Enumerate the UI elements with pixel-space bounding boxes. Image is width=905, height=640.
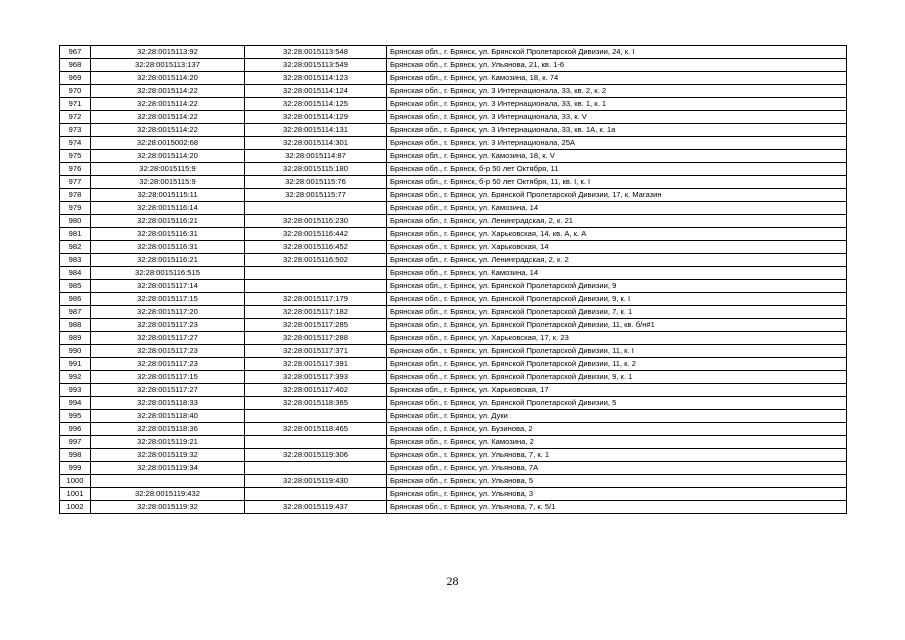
row-number-cell: 1001 bbox=[60, 488, 91, 501]
address-cell: Брянская обл., г. Брянск, ул. Дуки bbox=[387, 410, 847, 423]
cadastral-quarter-cell: 32:28:0015117:23 bbox=[91, 319, 245, 332]
address-cell: Брянская обл., г. Брянск, б-р 50 лет Октября, 11, кв. I, к. I bbox=[387, 176, 847, 189]
cadastral-object-cell: 32:28:0015116:442 bbox=[245, 228, 387, 241]
table-row bbox=[60, 163, 847, 176]
cadastral-quarter-cell: 32:28:0015118:40 bbox=[91, 410, 245, 423]
cadastral-quarter-cell: 32:28:0015114:20 bbox=[91, 72, 245, 85]
row-number-cell: 994 bbox=[60, 397, 91, 410]
address-cell: Брянская обл., г. Брянск, ул. Камозина, 18, к. V bbox=[387, 150, 847, 163]
table-row bbox=[60, 189, 847, 202]
cadastral-quarter-cell: 32:28:0015114:22 bbox=[91, 111, 245, 124]
cadastral-quarter-cell: 32:28:0015117:27 bbox=[91, 384, 245, 397]
row-number-cell: 992 bbox=[60, 371, 91, 384]
cadastral-object-cell bbox=[245, 280, 387, 293]
table-row bbox=[60, 46, 847, 59]
table-row bbox=[60, 267, 847, 280]
row-number-cell: 986 bbox=[60, 293, 91, 306]
address-cell: Брянская обл., г. Брянск, ул. Брянской Пролетарской Дивизии, 9 bbox=[387, 280, 847, 293]
cadastral-object-cell: 32:28:0015114:87 bbox=[245, 150, 387, 163]
table-row bbox=[60, 449, 847, 462]
cadastral-quarter-cell: 32:28:0015114:22 bbox=[91, 124, 245, 137]
table-row bbox=[60, 501, 847, 514]
row-number-cell: 980 bbox=[60, 215, 91, 228]
row-number-cell: 978 bbox=[60, 189, 91, 202]
cadastral-object-cell: 32:28:0015117:371 bbox=[245, 345, 387, 358]
cadastral-object-cell bbox=[245, 436, 387, 449]
address-cell: Брянская обл., г. Брянск, ул. 3 Интернационала, 33, кв. 1А, к. 1а bbox=[387, 124, 847, 137]
address-cell: Брянская обл., г. Брянск, ул. Ульянова, 21, кв. 1-6 bbox=[387, 59, 847, 72]
table-row bbox=[60, 384, 847, 397]
cadastral-object-cell: 32:28:0015113:549 bbox=[245, 59, 387, 72]
cadastral-quarter-cell: 32:28:0015115:9 bbox=[91, 163, 245, 176]
row-number-cell: 991 bbox=[60, 358, 91, 371]
cadastral-object-cell: 32:28:0015117:391 bbox=[245, 358, 387, 371]
cadastral-quarter-cell: 32:28:0015002:68 bbox=[91, 137, 245, 150]
registry-table-body bbox=[60, 46, 847, 514]
cadastral-quarter-cell: 32:28:0015118:36 bbox=[91, 423, 245, 436]
row-number-cell: 971 bbox=[60, 98, 91, 111]
row-number-cell: 979 bbox=[60, 202, 91, 215]
address-cell: Брянская обл., г. Брянск, ул. 3 Интернационала, 33, к. V bbox=[387, 111, 847, 124]
address-cell: Брянская обл., г. Брянск, ул. Ульянова, 3 bbox=[387, 488, 847, 501]
cadastral-object-cell: 32:28:0015117:179 bbox=[245, 293, 387, 306]
page-number: 28 bbox=[446, 574, 459, 588]
cadastral-object-cell bbox=[245, 267, 387, 280]
cadastral-quarter-cell: 32:28:0015117:15 bbox=[91, 371, 245, 384]
cadastral-object-cell: 32:28:0015118:465 bbox=[245, 423, 387, 436]
table-row bbox=[60, 423, 847, 436]
cadastral-object-cell bbox=[245, 488, 387, 501]
address-cell: Брянская обл., г. Брянск, ул. Камозина, 2 bbox=[387, 436, 847, 449]
row-number-cell: 974 bbox=[60, 137, 91, 150]
address-cell: Брянская обл., г. Брянск, ул. Ульянова, 7, к. 1 bbox=[387, 449, 847, 462]
table-row bbox=[60, 358, 847, 371]
row-number-cell: 1002 bbox=[60, 501, 91, 514]
cadastral-quarter-cell: 32:28:0015116:14 bbox=[91, 202, 245, 215]
row-number-cell: 982 bbox=[60, 241, 91, 254]
address-cell: Брянская обл., г. Брянск, ул. 3 Интернационала, 25А bbox=[387, 137, 847, 150]
table-row bbox=[60, 241, 847, 254]
cadastral-object-cell: 32:28:0015114:124 bbox=[245, 85, 387, 98]
cadastral-object-cell: 32:28:0015117:288 bbox=[245, 332, 387, 345]
table-row bbox=[60, 332, 847, 345]
cadastral-object-cell: 32:28:0015114:131 bbox=[245, 124, 387, 137]
row-number-cell: 976 bbox=[60, 163, 91, 176]
table-row bbox=[60, 124, 847, 137]
row-number-cell: 988 bbox=[60, 319, 91, 332]
row-number-cell: 995 bbox=[60, 410, 91, 423]
cadastral-object-cell: 32:28:0015115:77 bbox=[245, 189, 387, 202]
cadastral-quarter-cell: 32:28:0015117:15 bbox=[91, 293, 245, 306]
cadastral-object-cell bbox=[245, 202, 387, 215]
table-row bbox=[60, 319, 847, 332]
cadastral-quarter-cell: 32:28:0015119:21 bbox=[91, 436, 245, 449]
row-number-cell: 989 bbox=[60, 332, 91, 345]
address-cell: Брянская обл., г. Брянск, ул. Брянской Пролетарской Дивизии, 9, к. 1 bbox=[387, 371, 847, 384]
cadastral-object-cell: 32:28:0015117:285 bbox=[245, 319, 387, 332]
address-cell: Брянская обл., г. Брянск, ул. Брянской Пролетарской Дивизии, 11, к. I bbox=[387, 345, 847, 358]
row-number-cell: 977 bbox=[60, 176, 91, 189]
cadastral-quarter-cell: 32:28:0015117:23 bbox=[91, 358, 245, 371]
cadastral-object-cell: 32:28:0015117:402 bbox=[245, 384, 387, 397]
row-number-cell: 993 bbox=[60, 384, 91, 397]
address-cell: Брянская обл., г. Брянск, ул. Ульянова, 7, к. 5/1 bbox=[387, 501, 847, 514]
row-number-cell: 968 bbox=[60, 59, 91, 72]
registry-table bbox=[59, 45, 847, 514]
cadastral-quarter-cell: 32:28:0015117:27 bbox=[91, 332, 245, 345]
table-row bbox=[60, 410, 847, 423]
row-number-cell: 969 bbox=[60, 72, 91, 85]
cadastral-object-cell: 32:28:0015116:502 bbox=[245, 254, 387, 267]
address-cell: Брянская обл., г. Брянск, ул. Камозина, 14 bbox=[387, 202, 847, 215]
table-row bbox=[60, 150, 847, 163]
cadastral-object-cell: 32:28:0015116:230 bbox=[245, 215, 387, 228]
row-number-cell: 996 bbox=[60, 423, 91, 436]
address-cell: Брянская обл., г. Брянск, ул. Ульянова, 5 bbox=[387, 475, 847, 488]
address-cell: Брянская обл., г. Брянск, ул. Брянской Пролетарской Дивизии, 5 bbox=[387, 397, 847, 410]
row-number-cell: 990 bbox=[60, 345, 91, 358]
cadastral-object-cell: 32:28:0015119:430 bbox=[245, 475, 387, 488]
address-cell: Брянская обл., г. Брянск, ул. Харьковская, 14, кв. А, к. А bbox=[387, 228, 847, 241]
table-row bbox=[60, 202, 847, 215]
table-row bbox=[60, 345, 847, 358]
row-number-cell: 999 bbox=[60, 462, 91, 475]
address-cell: Брянская обл., г. Брянск, ул. Брянской Пролетарской Дивизии, 24, к. I bbox=[387, 46, 847, 59]
row-number-cell: 985 bbox=[60, 280, 91, 293]
table-row bbox=[60, 306, 847, 319]
table-row bbox=[60, 85, 847, 98]
address-cell: Брянская обл., г. Брянск, ул. Харьковская, 17 bbox=[387, 384, 847, 397]
row-number-cell: 970 bbox=[60, 85, 91, 98]
address-cell: Брянская обл., г. Брянск, ул. Ленинградская, 2, к. 2 bbox=[387, 254, 847, 267]
address-cell: Брянская обл., г. Брянск, ул. Брянской Пролетарской Дивизии, 9, к. I bbox=[387, 293, 847, 306]
address-cell: Брянская обл., г. Брянск, ул. 3 Интернационала, 33, кв. 2, к. 2 bbox=[387, 85, 847, 98]
address-cell: Брянская обл., г. Брянск, ул. Камозина, 14 bbox=[387, 267, 847, 280]
cadastral-quarter-cell: 32:28:0015113:137 bbox=[91, 59, 245, 72]
row-number-cell: 981 bbox=[60, 228, 91, 241]
address-cell: Брянская обл., г. Брянск, ул. Брянской Пролетарской Дивизии, 11, к. 2 bbox=[387, 358, 847, 371]
cadastral-object-cell: 32:28:0015117:393 bbox=[245, 371, 387, 384]
cadastral-object-cell: 32:28:0015118:365 bbox=[245, 397, 387, 410]
cadastral-quarter-cell: 32:28:0015119:32 bbox=[91, 449, 245, 462]
row-number-cell: 1000 bbox=[60, 475, 91, 488]
address-cell: Брянская обл., г. Брянск, ул. Харьковская, 14 bbox=[387, 241, 847, 254]
cadastral-object-cell: 32:28:0015114:123 bbox=[245, 72, 387, 85]
table-row bbox=[60, 98, 847, 111]
cadastral-quarter-cell: 32:28:0015113:92 bbox=[91, 46, 245, 59]
cadastral-quarter-cell: 32:28:0015119:32 bbox=[91, 501, 245, 514]
row-number-cell: 973 bbox=[60, 124, 91, 137]
cadastral-quarter-cell: 32:28:0015116:21 bbox=[91, 215, 245, 228]
cadastral-quarter-cell: 32:28:0015116:21 bbox=[91, 254, 245, 267]
table-row bbox=[60, 59, 847, 72]
row-number-cell: 987 bbox=[60, 306, 91, 319]
address-cell: Брянская обл., г. Брянск, ул. Брянской Пролетарской Дивизии, 11, кв. б/н#1 bbox=[387, 319, 847, 332]
address-cell: Брянская обл., г. Брянск, ул. 3 Интернационала, 33, кв. 1, к. 1 bbox=[387, 98, 847, 111]
table-row bbox=[60, 72, 847, 85]
cadastral-object-cell: 32:28:0015114:125 bbox=[245, 98, 387, 111]
cadastral-quarter-cell: 32:28:0015116:515 bbox=[91, 267, 245, 280]
table-row bbox=[60, 176, 847, 189]
row-number-cell: 984 bbox=[60, 267, 91, 280]
table-row bbox=[60, 371, 847, 384]
cadastral-quarter-cell: 32:28:0015118:33 bbox=[91, 397, 245, 410]
cadastral-object-cell: 32:28:0015115:76 bbox=[245, 176, 387, 189]
address-cell: Брянская обл., г. Брянск, ул. Ленинградская, 2, к. 21 bbox=[387, 215, 847, 228]
cadastral-quarter-cell: 32:28:0015114:20 bbox=[91, 150, 245, 163]
table-row bbox=[60, 111, 847, 124]
address-cell: Брянская обл., г. Брянск, ул. Бузинова, 2 bbox=[387, 423, 847, 436]
cadastral-object-cell: 32:28:0015117:182 bbox=[245, 306, 387, 319]
cadastral-quarter-cell: 32:28:0015117:23 bbox=[91, 345, 245, 358]
cadastral-quarter-cell: 32:28:0015119:432 bbox=[91, 488, 245, 501]
cadastral-quarter-cell bbox=[91, 475, 245, 488]
table-row bbox=[60, 397, 847, 410]
address-cell: Брянская обл., г. Брянск, ул. Брянской Пролетарской Дивизии, 17, к. Магазин bbox=[387, 189, 847, 202]
cadastral-quarter-cell: 32:28:0015114:22 bbox=[91, 85, 245, 98]
address-cell: Брянская обл., г. Брянск, ул. Харьковская, 17, к. 23 bbox=[387, 332, 847, 345]
cadastral-object-cell: 32:28:0015119:437 bbox=[245, 501, 387, 514]
address-cell: Брянская обл., г. Брянск, ул. Брянской Пролетарской Дивизии, 7, к. 1 bbox=[387, 306, 847, 319]
cadastral-quarter-cell: 32:28:0015115:11 bbox=[91, 189, 245, 202]
row-number-cell: 997 bbox=[60, 436, 91, 449]
table-row bbox=[60, 280, 847, 293]
table-row bbox=[60, 475, 847, 488]
cadastral-object-cell: 32:28:0015116:452 bbox=[245, 241, 387, 254]
table-row bbox=[60, 215, 847, 228]
cadastral-object-cell: 32:28:0015115:180 bbox=[245, 163, 387, 176]
cadastral-quarter-cell: 32:28:0015114:22 bbox=[91, 98, 245, 111]
cadastral-object-cell: 32:28:0015114:301 bbox=[245, 137, 387, 150]
cadastral-quarter-cell: 32:28:0015119:34 bbox=[91, 462, 245, 475]
cadastral-quarter-cell: 32:28:0015115:9 bbox=[91, 176, 245, 189]
cadastral-object-cell bbox=[245, 410, 387, 423]
table-row bbox=[60, 254, 847, 267]
cadastral-object-cell: 32:28:0015114:129 bbox=[245, 111, 387, 124]
address-cell: Брянская обл., г. Брянск, ул. Ульянова, 7А bbox=[387, 462, 847, 475]
table-row bbox=[60, 436, 847, 449]
cadastral-object-cell bbox=[245, 462, 387, 475]
cadastral-object-cell: 32:28:0015113:548 bbox=[245, 46, 387, 59]
row-number-cell: 967 bbox=[60, 46, 91, 59]
table-row bbox=[60, 488, 847, 501]
table-row bbox=[60, 293, 847, 306]
table-row bbox=[60, 228, 847, 241]
table-row bbox=[60, 462, 847, 475]
cadastral-quarter-cell: 32:28:0015117:14 bbox=[91, 280, 245, 293]
cadastral-quarter-cell: 32:28:0015116:31 bbox=[91, 241, 245, 254]
address-cell: Брянская обл., г. Брянск, ул. Камозина, 18, к. 74 bbox=[387, 72, 847, 85]
address-cell: Брянская обл., г. Брянск, б-р 50 лет Октября, 11 bbox=[387, 163, 847, 176]
table-row bbox=[60, 137, 847, 150]
row-number-cell: 983 bbox=[60, 254, 91, 267]
cadastral-quarter-cell: 32:28:0015117:20 bbox=[91, 306, 245, 319]
row-number-cell: 975 bbox=[60, 150, 91, 163]
row-number-cell: 972 bbox=[60, 111, 91, 124]
cadastral-quarter-cell: 32:28:0015116:31 bbox=[91, 228, 245, 241]
cadastral-object-cell: 32:28:0015119:306 bbox=[245, 449, 387, 462]
row-number-cell: 998 bbox=[60, 449, 91, 462]
